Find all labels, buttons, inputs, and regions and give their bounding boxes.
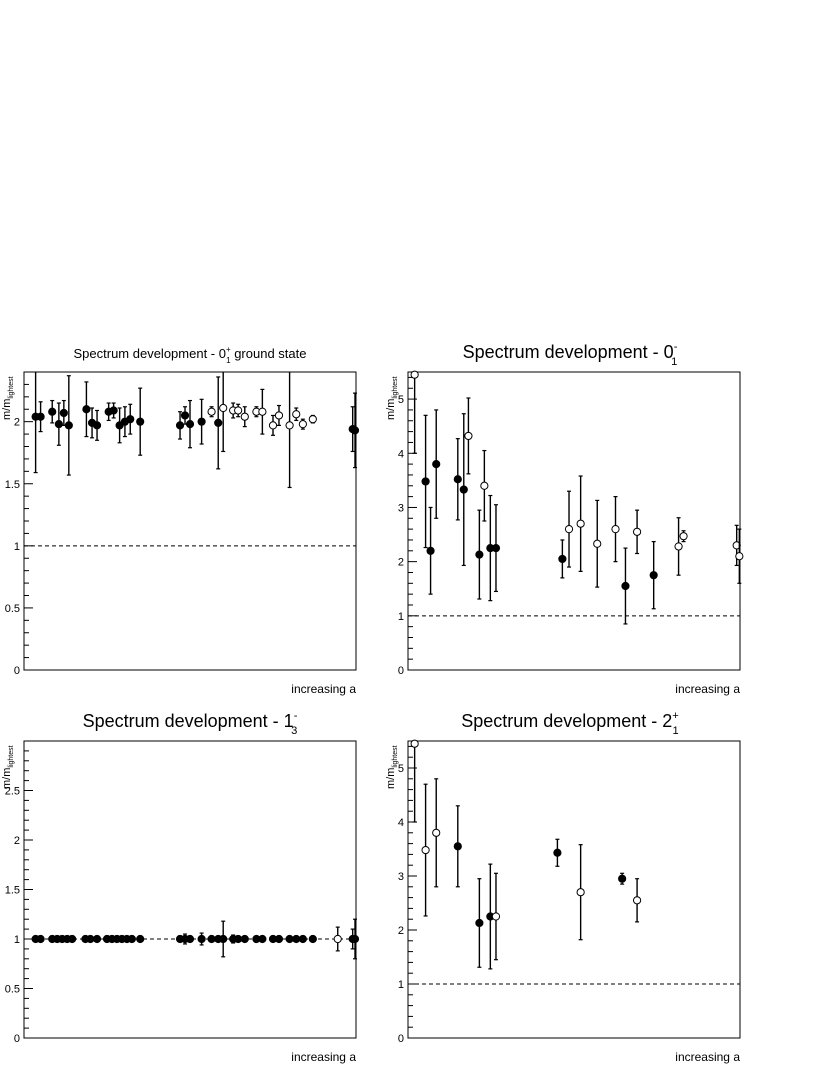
data-point [675,543,682,550]
data-point [411,371,418,378]
chart-title: Spectrum development - 1-3 [82,709,298,738]
data-point [476,551,483,558]
data-point [736,553,743,560]
data-point [208,935,215,942]
data-point [241,935,248,942]
data-point [633,897,640,904]
data-point [215,419,222,426]
data-point [476,919,483,926]
data-point [622,582,629,589]
data-point [650,572,657,579]
data-point [492,913,499,920]
y-tick-label: 5 [397,394,404,407]
data-point [309,935,316,942]
data-point [83,406,90,413]
data-point [286,422,293,429]
data-point [460,486,467,493]
data-point [433,461,440,468]
plot-frame [408,372,740,670]
data-point [427,547,434,554]
data-point [554,849,561,856]
y-tick-label: 1 [397,979,404,991]
data-point [334,935,341,942]
title-subscript: 3 [291,725,298,738]
y-tick-label: 2 [397,925,404,937]
data-point [87,935,94,942]
title-subscript: 1 [671,356,678,369]
data-point [454,476,461,483]
data-point [411,740,418,747]
y-tick-label: 2 [13,835,20,847]
y-tick-label: 0 [13,665,20,677]
data-point [433,829,440,836]
data-point [37,935,44,942]
data-point [235,935,242,942]
y-tick-label: 4 [397,817,404,829]
data-point [269,422,276,429]
data-point [633,528,640,535]
plot-frame [408,741,740,1038]
data-point [492,544,499,551]
data-point [351,935,358,942]
data-point [454,843,461,850]
y-tick-label: 0 [13,1033,20,1045]
data-point [565,526,572,533]
data-point [55,421,62,428]
y-axis-label: $m/m_{lightest}$ [1,745,15,789]
y-tick-label: 1 [397,610,404,623]
data-point [176,422,183,429]
title-superscript: - [293,709,298,722]
data-point [293,935,300,942]
plot-frame [24,741,356,1038]
data-point [594,540,601,547]
data-point [60,409,67,416]
data-point [110,407,117,414]
data-point [309,416,316,423]
data-point [37,413,44,420]
data-point [351,427,358,434]
data-point [49,408,56,415]
y-axis-label: $m/m_{lightest}$ [385,376,399,420]
data-point [422,846,429,853]
data-point [559,555,566,562]
y-tick-label: 4 [397,448,404,461]
data-point [619,875,626,882]
x-axis-label: increasing a [291,682,356,696]
y-tick-label: 2 [397,556,404,569]
data-point [577,889,584,896]
data-point [465,432,472,439]
data-point [286,935,293,942]
data-point [198,935,205,942]
panel-2 [385,341,743,696]
y-tick-label: 2.5 [4,785,20,798]
x-axis-label: increasing a [675,682,740,696]
data-point [235,407,242,414]
y-tick-label: 3 [397,871,404,883]
y-tick-label: 5 [397,763,404,775]
data-point [259,408,266,415]
data-point [186,421,193,428]
y-tick-label: 0.5 [4,602,20,615]
data-point [127,416,134,423]
x-axis-label: increasing a [675,1050,740,1064]
title-subscript: 1 [672,725,679,738]
data-point [208,408,215,415]
y-tick-label: 1.5 [4,884,20,897]
title-subscript: 1 [226,356,231,366]
data-point [259,935,266,942]
data-point [275,935,282,942]
title-superscript: - [673,340,678,353]
chart-title: Spectrum development - 0-1 [462,340,678,369]
data-point [299,421,306,428]
y-tick-label: 1 [13,540,20,553]
data-point [93,935,100,942]
y-tick-label: 1 [13,934,20,946]
y-tick-label: 2 [13,416,20,429]
data-point [93,422,100,429]
data-point [241,413,248,420]
data-point [65,422,72,429]
data-point [128,935,135,942]
data-point [198,418,205,425]
data-point [481,482,488,489]
y-axis-label: $m/m_{lightest}$ [1,376,15,420]
data-point [293,411,300,418]
data-point [186,935,193,942]
data-point [181,412,188,419]
y-axis-label: $m/m_{lightest}$ [385,745,399,789]
data-point [220,404,227,411]
data-point [612,526,619,533]
title-superscript: + [672,709,679,722]
data-point [137,418,144,425]
y-tick-label: 0 [397,1033,404,1045]
y-tick-label: 1.5 [4,478,20,491]
chart-title: Spectrum development - 2+ 1 [461,709,679,738]
title-superscript: + [225,345,231,355]
x-axis-label: increasing a [291,1050,356,1064]
data-point [422,478,429,485]
data-point [69,935,76,942]
panel-3 [1,710,359,1064]
data-point [275,412,282,419]
y-tick-label: 0 [397,665,404,677]
data-point [299,935,306,942]
panel-4 [385,710,740,1064]
data-point [680,533,687,540]
data-point [220,935,227,942]
chart-title: Spectrum development - 0+ 1 ground state [73,345,307,366]
panel-1 [1,345,359,696]
data-point [577,520,584,527]
y-tick-label: 0.5 [4,983,20,996]
data-point [137,935,144,942]
y-tick-label: 3 [397,502,404,515]
